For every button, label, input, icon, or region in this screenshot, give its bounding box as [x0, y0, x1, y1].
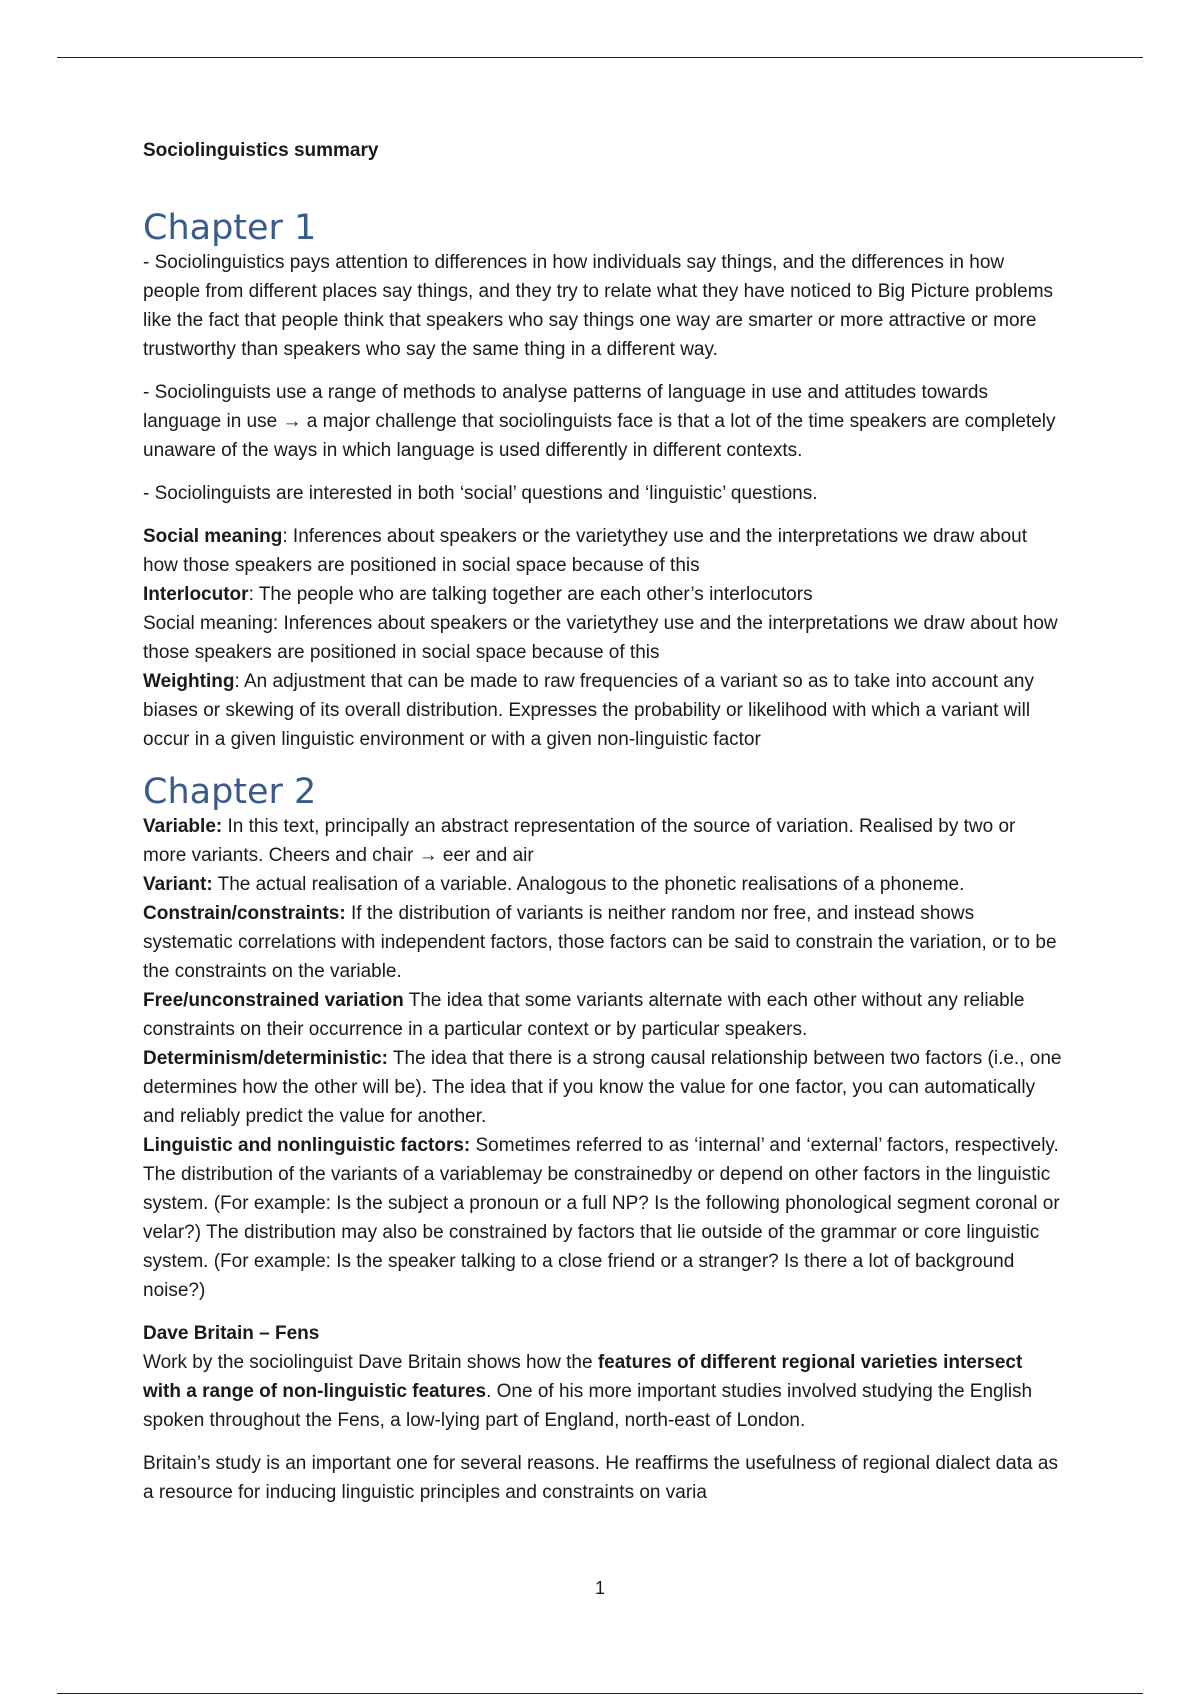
definition-interlocutor — [143, 580, 1063, 609]
definition-text: The idea that there is a strong causal relationship between two factors (i.e., one determines how the other will be). The idea that if you know the value for one factor, you can automatically and reliably predict the value for another. — [143, 1048, 1062, 1127]
definition-linguistic-factors — [143, 1131, 1063, 1305]
top-rule — [57, 57, 1143, 58]
section-title: Dave Britain – Fens — [143, 1323, 320, 1344]
term: Determinism/deterministic: — [143, 1048, 388, 1069]
definition-text: : An adjustment that can be made to raw frequencies of a variant so as to take into account any biases or skewing of its overall distribution. Expresses the probability or likelihood with which a variant will occur in a given linguistic environment or with a given non-linguistic factor — [143, 671, 1034, 750]
definition-social-meaning-repeat — [143, 609, 1063, 667]
definition-text: Social meaning: Inferences about speakers or the varietythey use and the interpretations we draw about how those speakers are positioned in social space because of this — [143, 613, 1058, 663]
term: Weighting — [143, 671, 235, 692]
definition-text: The idea that some variants alternate with each other without any reliable constraints on their occurrence in a particular context or by particular speakers. — [143, 990, 1025, 1040]
definition-free-variation — [143, 986, 1063, 1044]
document-title: Sociolinguistics summary — [143, 140, 379, 161]
term: Free/unconstrained variation — [143, 990, 404, 1011]
britain-heading — [143, 1319, 1063, 1348]
definition-variant — [143, 870, 1063, 899]
chapter-1-paragraph-2: - Sociolinguists use a range of methods to analyse patterns of language in use and attitudes towards language in use → a major challenge that sociolinguists face is that a lot of the time speakers are completely unaware of the ways in which language is used differently in different contexts. — [143, 382, 1056, 461]
bottom-rule — [57, 1693, 1143, 1694]
page-number: 1 — [594, 1578, 605, 1598]
text-before: Work by the sociolinguist Dave Britain shows how the — [143, 1352, 598, 1373]
term: Interlocutor — [143, 584, 249, 605]
text-after: . One of his more important studies involved studying the English spoken throughout the Fens, a low-lying part of England, north-east of London. — [143, 1381, 1033, 1431]
term: Variable: — [143, 816, 223, 837]
page-content — [143, 140, 1063, 1507]
definition-text: The actual realisation of a variable. Analogous to the phonetic realisations of a phoneme. — [212, 874, 965, 895]
text-bold: features of different regional varieties intersect with a range of non-linguistic features — [143, 1352, 1023, 1402]
definition-text: : The people who are talking together are each other’s interlocutors — [248, 584, 813, 605]
term: Constrain/constraints: — [143, 903, 346, 924]
chapter-1-paragraph-1: - Sociolinguistics pays attention to differences in how individuals say things, and the differences in how people from different places say things, and they try to relate what they have noticed to Big Picture problems like the fact that people think that speakers who say things one way are smarter or more attractive or more trustworthy than speakers who say the same thing in a different way. — [143, 252, 1054, 360]
chapter-1-heading: Chapter 1 — [143, 208, 317, 248]
definition-variable — [143, 812, 1063, 870]
definition-weighting — [143, 667, 1063, 754]
chapter-1-paragraph-3: - Sociolinguists are interested in both ‘social’ questions and ‘linguistic’ questions. — [143, 483, 818, 504]
term: Social meaning — [143, 526, 283, 547]
definition-text: In this text, principally an abstract representation of the source of variation. Realised by two or more variants. Cheers and chair → eer and air — [143, 816, 1016, 866]
definition-constraints — [143, 899, 1063, 986]
term: Variant: — [143, 874, 213, 895]
definition-text: : Inferences about speakers or the varietythey use and the interpretations we draw about how those speakers are positioned in social space because of this — [143, 526, 1027, 576]
britain-paragraph-1 — [143, 1348, 1063, 1435]
term: Linguistic and nonlinguistic factors: — [143, 1135, 471, 1156]
definition-determinism — [143, 1044, 1063, 1131]
definition-text: Sometimes referred to as ‘internal’ and ‘external’ factors, respectively. The distribution of the variants of a variablemay be constrainedby or depend on other factors in the linguistic system. (For example: Is the subject a pronoun or a full NP? Is the following phonological segment coronal or velar?) The distribution may also be constrained by factors that lie outside of the grammar or core linguistic system. (For example: Is the speaker talking to a close friend or a stranger? Is there a lot of background noise?) — [143, 1135, 1060, 1301]
chapter-2-heading: Chapter 2 — [143, 772, 317, 812]
definition-text: If the distribution of variants is neither random nor free, and instead shows systematic correlations with independent factors, those factors can be said to constrain the variation, or to be the constraints on the variable. — [143, 903, 1057, 982]
britain-paragraph-2: Britain’s study is an important one for several reasons. He reaffirms the usefulness of regional dialect data as a resource for inducing linguistic principles and constraints on varia — [143, 1453, 1058, 1503]
definition-social-meaning — [143, 522, 1063, 580]
